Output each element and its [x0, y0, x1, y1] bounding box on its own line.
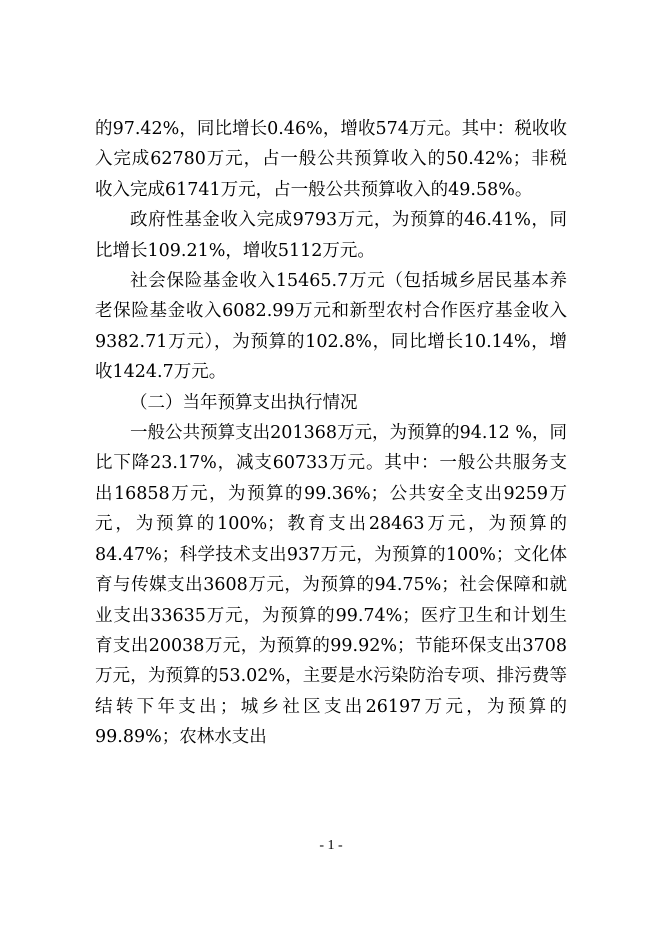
section-heading-expenditure: （二）当年预算支出执行情况 [130, 392, 358, 413]
paragraph-government-fund-revenue: 政府性基金收入完成9793万元，为预算的46.41%，同比增长109.21%，增收5112万元。 [95, 210, 567, 261]
paragraph-general-budget-expenditure: 一般公共预算支出201368万元，为预算的94.12 %，同比下降23.17%，减支60733万元。其中：一般公共服务支出16858万元，为预算的99.36%；公共安全支出9259万元，为预算的100%；教育支出28463万元，为预算的84.47%；科学技术支出937万元，为预算的100%；文化体育与传媒支出3608万元，为预算的94.75%；社会保障和就业支出33635万元，为预算的99.74%；医疗卫生和计划生育支出20038万元，为预算的99.92%；节能环保支出3708万元，为预算的53.02%，主要是水污染防治专项、排污费等结转下年支出；城乡社区支出26197万元，为预算的99.89%；农林水支出 [95, 423, 567, 748]
paragraph-revenue-continued: 的97.42%，同比增长0.46%，增收574万元。其中：税收收入完成62780万元，占一般公共预算收入的50.42%；非税收入完成61741万元，占一般公共预算收入的49.58%。 [95, 119, 567, 200]
document-body [95, 114, 567, 753]
paragraph-social-insurance-fund-revenue: 社会保险基金收入15465.7万元（包括城乡居民基本养老保险基金收入6082.99万元和新型农村合作医疗基金收入9382.71万元），为预算的102.8%，同比增长10.14%，增收1424.7万元。 [95, 271, 567, 383]
page-number: - 1 - [319, 838, 343, 853]
